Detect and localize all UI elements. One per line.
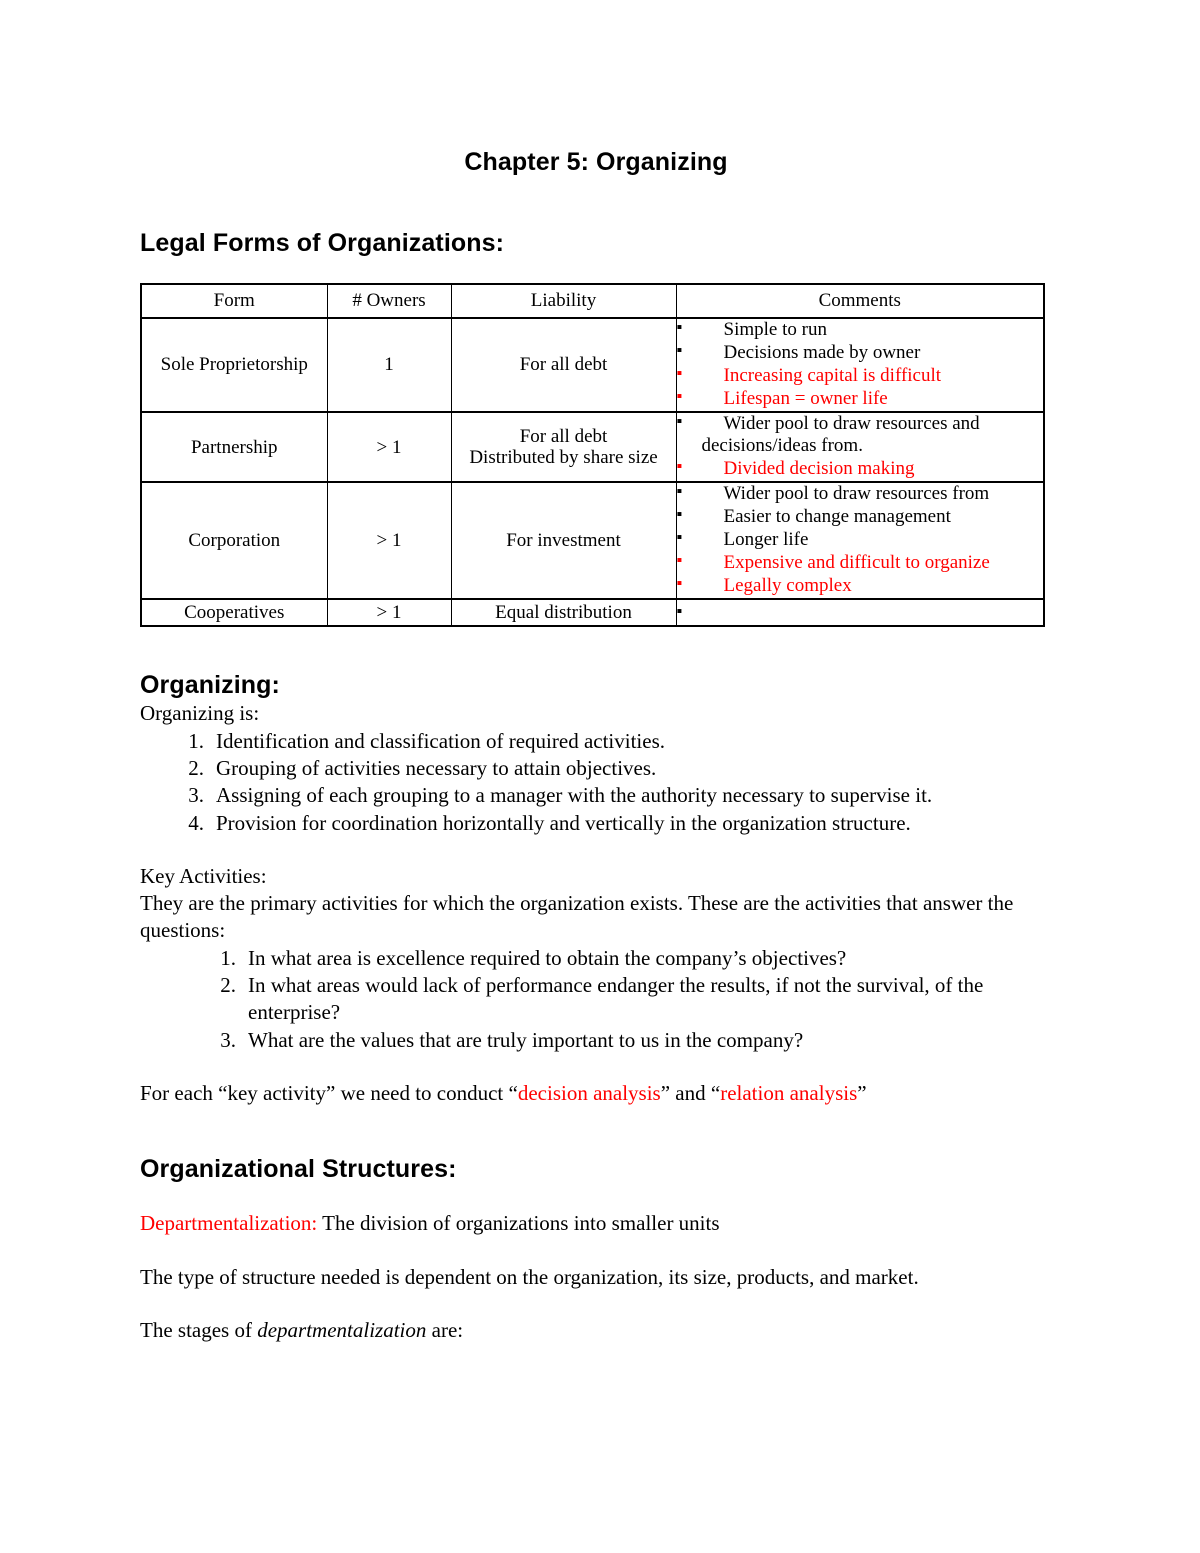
list-item: ▪ Simple to run (677, 319, 1044, 341)
list-item: ▪ Expensive and difficult to organize (677, 552, 1044, 574)
legal-forms-table-wrap (140, 258, 1052, 627)
list-item: ▪ Increasing capital is difficult (677, 365, 1044, 387)
spacer (140, 1238, 1052, 1264)
list-item (180, 728, 1052, 755)
list-item: ▪ Easier to change management (677, 506, 1044, 528)
list-item (212, 972, 1052, 1027)
cell-owners: 1 (327, 318, 451, 412)
list-text: Assigning of each grouping to a manager with the authority necessary to supervise it. (216, 783, 933, 808)
list-item: ▪ Legally complex (677, 575, 1044, 597)
list-item (212, 945, 1052, 972)
cell-liability: For all debt Distributed by share size (451, 412, 676, 482)
spacer (140, 837, 1052, 863)
conclusion-part2: ” and “ (660, 1080, 721, 1105)
cell-liability: For all debt (451, 318, 676, 412)
list-number: 2. (220, 973, 236, 998)
term-departmentalization: Departmentalization: (140, 1211, 318, 1236)
table-header-row (141, 284, 1044, 318)
comments-list (677, 483, 1044, 597)
cell-owners: > 1 (327, 599, 451, 626)
list-item: ▪ Longer life (677, 529, 1044, 551)
comments-list (677, 413, 1044, 480)
cell-comments (676, 318, 1044, 412)
conclusion-part1: For each “key activity” we need to conduct “ (140, 1080, 518, 1105)
list-item (180, 782, 1052, 809)
departmentalization-text: The division of organizations into smaller units (317, 1211, 720, 1236)
stages-paragraph (140, 1317, 1052, 1344)
document-content (140, 0, 1052, 1344)
key-activities-label: Key Activities: (140, 863, 267, 888)
list-number: 1. (220, 945, 236, 970)
spacer (140, 1054, 1052, 1080)
section-heading-organizational-structures: Organizational Structures: (140, 1155, 457, 1184)
section-heading-legal-forms: Legal Forms of Organizations: (140, 229, 505, 257)
list-item (212, 1027, 1052, 1054)
page-title: Chapter 5: Organizing (464, 148, 728, 176)
column-header-form: Form (141, 284, 327, 318)
table-row (141, 412, 1044, 482)
organizing-intro: Organizing is: (140, 701, 260, 726)
cell-owners: > 1 (327, 482, 451, 599)
list-number: 2. (188, 755, 204, 780)
comments-list (677, 603, 1044, 621)
cell-liability: For investment (451, 482, 676, 599)
cell-comments (676, 412, 1044, 482)
list-text: In what areas would lack of performance endanger the results, if not the survival, of the enterprise? (248, 973, 984, 1025)
column-header-comments: Comments (676, 284, 1044, 318)
cell-form: Sole Proprietorship (141, 318, 327, 412)
list-item: ▪ Lifespan = owner life (677, 388, 1044, 410)
cell-liability: Equal distribution (451, 599, 676, 626)
legal-forms-table (140, 283, 1045, 627)
list-item: ▪ Decisions made by owner (677, 342, 1044, 364)
list-number: 4. (188, 810, 204, 835)
cell-comments (676, 482, 1044, 599)
term-decision-analysis: decision analysis (517, 1080, 661, 1105)
list-text: What are the values that are truly important to us in the company? (248, 1027, 804, 1052)
cell-form: Partnership (141, 412, 327, 482)
key-activities-intro: They are the primary activities for which the organization exists. These are the activities that answer the questions: (140, 891, 1014, 943)
key-activity-conclusion (140, 1080, 1052, 1107)
list-number: 3. (220, 1027, 236, 1052)
list-item (677, 603, 1044, 621)
list-text: In what area is excellence required to obtain the company’s objectives? (248, 945, 847, 970)
list-text: Provision for coordination horizontally and vertically in the organization structure. (216, 810, 911, 835)
list-text: Grouping of activities necessary to attain objectives. (216, 755, 657, 780)
column-header-liability: Liability (451, 284, 676, 318)
list-item: ▪ Divided decision making (677, 458, 1044, 480)
conclusion-part3: ” (857, 1080, 867, 1105)
departmentalization-definition (140, 1210, 1052, 1237)
spacer (140, 1291, 1052, 1317)
table-row (141, 599, 1044, 626)
section-heading-organizing: Organizing: (140, 671, 280, 700)
cell-comments (676, 599, 1044, 626)
list-number: 3. (188, 783, 204, 808)
stages-prefix: The stages of (140, 1317, 258, 1342)
cell-owners: > 1 (327, 412, 451, 482)
table-row (141, 482, 1044, 599)
column-header-owners: # Owners (327, 284, 451, 318)
list-text: Identification and classification of required activities. (216, 728, 665, 753)
key-activities-numbered-list (212, 945, 1052, 1054)
term-relation-analysis: relation analysis (720, 1080, 858, 1105)
table-row (141, 318, 1044, 412)
list-item: ▪ Wider pool to draw resources from (677, 483, 1044, 505)
structure-type-paragraph: The type of structure needed is dependent on the organization, its size, products, and market. (140, 1264, 919, 1289)
cell-form: Corporation (141, 482, 327, 599)
list-item: ▪ Wider pool to draw resources and decisions/ideas from. (677, 413, 1044, 457)
list-item (180, 755, 1052, 782)
list-item (180, 810, 1052, 837)
list-number: 1. (188, 728, 204, 753)
cell-form: Cooperatives (141, 599, 327, 626)
organizing-numbered-list (180, 728, 1052, 837)
comments-list (677, 319, 1044, 410)
stages-term: departmentalization (257, 1317, 427, 1342)
spacer (140, 1184, 1052, 1210)
stages-suffix: are: (426, 1317, 464, 1342)
